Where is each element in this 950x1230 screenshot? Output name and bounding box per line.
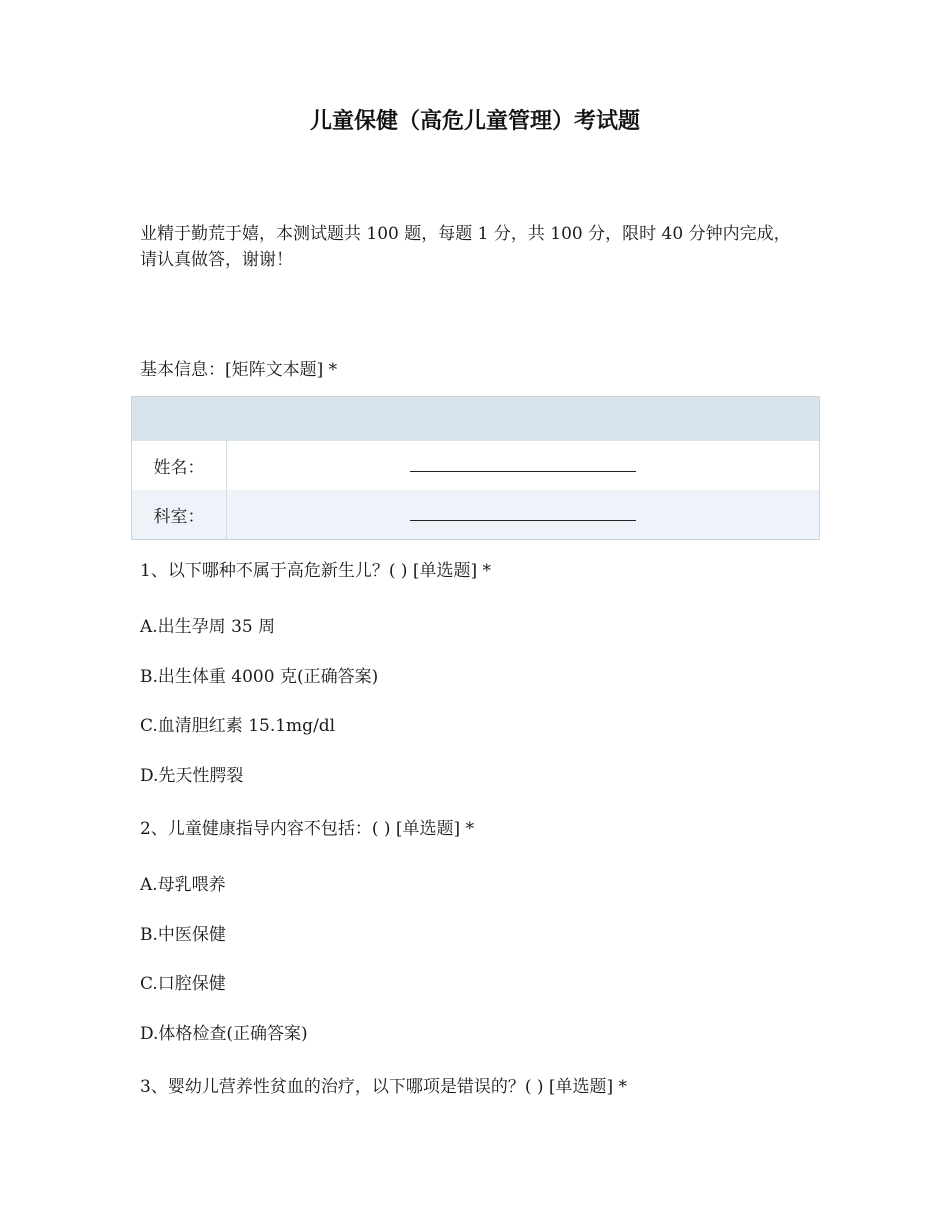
- question-3-text: 3、婴幼儿营养性贫血的治疗，以下哪项是错误的？( ) [单选题] *: [140, 1077, 628, 1097]
- table-row-department: [132, 490, 819, 539]
- question-2-option-b[interactable]: B.中医保健: [140, 925, 226, 945]
- intro-text: 业精于勤荒于嬉，本测试题共 100 题，每题 1 分，共 100 分，限时 40 分钟内完成，请认真做答，谢谢！: [140, 224, 791, 270]
- basic-info-table: [131, 396, 820, 540]
- question-1-option-b[interactable]: B.出生体重 4000 克(正确答案): [140, 667, 379, 687]
- table-row-name: [132, 441, 819, 490]
- name-blank-line[interactable]: [410, 460, 636, 472]
- basic-info-label: 基本信息：[矩阵文本题] *: [140, 360, 338, 380]
- table-header-cell: [227, 397, 819, 441]
- table-header-row: [132, 397, 819, 441]
- question-2-option-a[interactable]: A.母乳喂养: [140, 875, 226, 895]
- name-field[interactable]: [227, 441, 819, 490]
- department-blank-line[interactable]: [410, 509, 636, 521]
- question-2-text: 2、儿童健康指导内容不包括：( ) [单选题] *: [140, 819, 475, 839]
- page-title: 儿童保健（高危儿童管理）考试题: [309, 109, 640, 134]
- table-header-cell: [132, 397, 227, 441]
- question-1-option-c[interactable]: C.血清胆红素 15.1mg/dl: [140, 716, 336, 736]
- department-label: 科室：: [132, 490, 227, 539]
- question-1-text: 1、以下哪种不属于高危新生儿？( ) [单选题] *: [140, 561, 492, 581]
- name-label: 姓名：: [132, 441, 227, 490]
- department-field[interactable]: [227, 490, 819, 539]
- question-1-option-d[interactable]: D.先天性腭裂: [140, 766, 244, 786]
- question-2-option-d[interactable]: D.体格检查(正确答案): [140, 1024, 308, 1044]
- question-2-option-c[interactable]: C.口腔保健: [140, 974, 226, 994]
- question-1-option-a[interactable]: A.出生孕周 35 周: [140, 617, 276, 637]
